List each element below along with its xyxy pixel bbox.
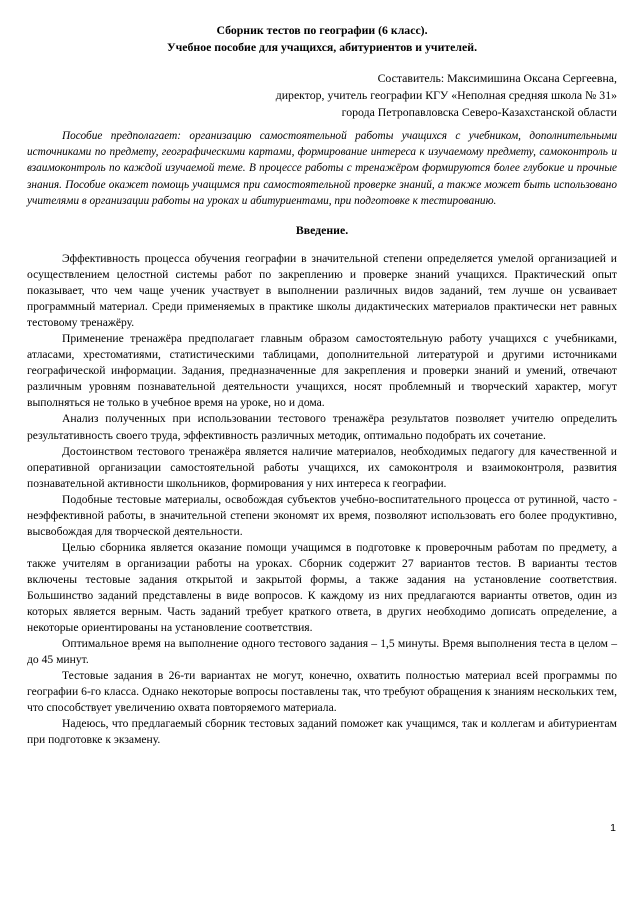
author-block <box>27 70 617 121</box>
author-line-2: директор, учитель географии КГУ «Неполная средняя школа № 31» <box>275 88 617 102</box>
author-line-1: Составитель: Максимишина Оксана Сергеевна, <box>377 71 617 85</box>
document-title <box>27 22 617 56</box>
introduction-body <box>27 251 617 748</box>
document-page <box>27 22 617 748</box>
body-paragraph: Применение тренажёра предполагает главным образом самостоятельную работу учащихся с учебниками, атласами, хрестоматиями, статистическими таблицами, дополнительной литературой и другими источниками географической информации. Задания, предназначенные для закрепления и проверки знаний и умений, отвечают различным уровням познавательной деятельности учащихся, носят проблемный и творческий характер, могут выполняться не только в учебное время на уроке, но и дома. <box>27 332 617 410</box>
body-paragraph: Надеюсь, что предлагаемый сборник тестовых заданий поможет как учащимся, так и коллегам и абитуриентам при подготовке к экзамену. <box>27 717 617 747</box>
body-paragraph: Эффективность процесса обучения географии в значительной степени определяется умелой организацией и осуществлением целостной системы работ по закреплению и проверке знаний учащихся. Практический опыт показывает, что чем чаще ученик участвует в выполнении различных видов заданий, тем лучше он усваивает программный материал. Среди применяемых в практике школы дидактических материалов практически нет равных тестовому тренажёру. <box>27 252 617 330</box>
body-paragraph: Тестовые задания в 26-ти вариантах не могут, конечно, охватить полностью материал всей программы по географии 6-го класса. Однако некоторые вопросы поставлены так, что требуют обращения к знаниям нескольких тем, что способствует увеличению охвата повторяемого материала. <box>27 669 617 715</box>
body-paragraph: Целью сборника является оказание помощи учащимся в подготовке к проверочным работам по предмету, а также учителям в организации работы на уроках. Сборник содержит 27 вариантов тестов. В варианты тестов включены тестовые задания открытой и закрытой формы, а также задания на установление соответствия. Большинство заданий представлены в виде вопросов. К каждому из них предлагаются варианты ответов, один из которых является верным. Часть заданий требует краткого ответа, в других необходимо дописать определение, а некоторые ориентированы на установление соответствия. <box>27 540 617 635</box>
title-line-1: Сборник тестов по географии (6 класс). <box>216 23 428 37</box>
title-line-2: Учебное пособие для учащихся, абитуриентов и учителей. <box>166 40 478 54</box>
section-heading-introduction: Введение. <box>295 223 349 238</box>
body-paragraph: Достоинством тестового тренажёра является наличие материалов, необходимых педагогу для качественной и оперативной организации самостоятельной работы учащихся, их самоконтроля и взаимоконтроля, развития познавательной активности школьников, формирования у них интереса к географии. <box>27 444 617 490</box>
body-paragraph: Оптимальное время на выполнение одного тестового задания – 1,5 минуты. Время выполнения теста в целом – до 45 минут. <box>27 637 617 667</box>
body-paragraph: Анализ полученных при использовании тестового тренажёра результатов позволяет учителю определить результативность своего труда, эффективность различных методик, оптимально подобрать их сочетание. <box>27 412 617 442</box>
page-number: 1 <box>610 822 616 834</box>
abstract-paragraph: Пособие предполагает: организацию самостоятельной работы учащихся с учебником, дополнительными источниками по предмету, географическими картами, формирование интереса к изучаемому предмету, самоконтроль и взаимоконтроль по каждой изучаемой теме. В процессе работы с тренажёром формируются более глубокие и прочные знания. Пособие окажет помощь учащимся при самостоятельной проверке знаний, а также может быть использовано учителями в организации работы на уроках и абитуриентами, при подготовке к тестированию. <box>27 130 617 207</box>
body-paragraph: Подобные тестовые материалы, освобождая субъектов учебно-воспитательного процесса от рутинной, часто - неэффективной работы, в значительной степени экономят их время, позволяют использовать его более продуктивно, высвобождая для творческой деятельности. <box>27 492 617 538</box>
author-line-3: города Петропавловска Северо-Казахстанской области <box>341 105 617 119</box>
